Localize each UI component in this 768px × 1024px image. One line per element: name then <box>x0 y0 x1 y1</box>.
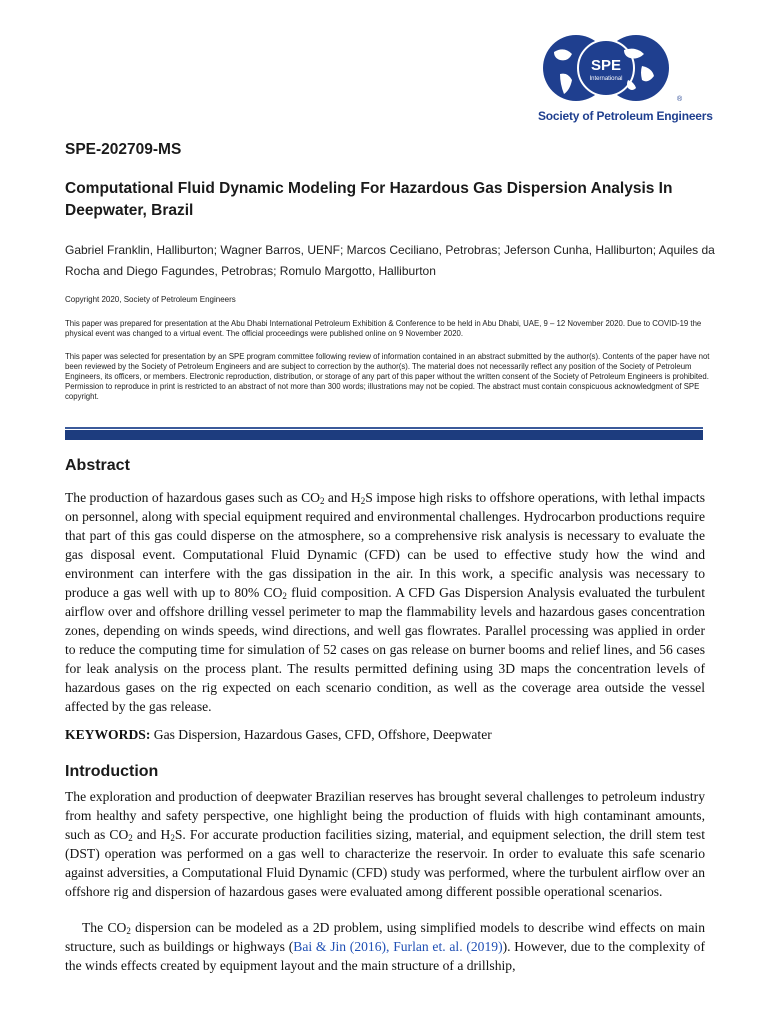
divider-thin <box>65 427 703 429</box>
logo-mark-spe: SPE <box>590 57 622 74</box>
selection-notice: This paper was selected for presentation by an SPE program committee following review of information contained in an abstract submitted by the author(s). Contents of the paper have not been reviewed by the Society of Petroleum Engineers and are subject to correction by the author(s). The material does not necessarily reflect any position of the Society of Petroleum Engineers, its officers, or members. Electronic reproduction, distribution, or storage of any part of this paper without the written consent of the Society of Petroleum Engineers is prohibited. Permission to reproduce in print is restricted to an abstract of not more than 300 words; illustrations may not be copied. The abstract must contain conspicuous acknowledgment of SPE copyright. <box>65 352 710 401</box>
presentation-notice: This paper was prepared for presentation at the Abu Dhabi International Petroleum Exhibition & Conference to be held in Abu Dhabi, UAE, 9 – 12 November 2020. Due to COVID-19 the physical event was changed to a virtual event. The official proceedings were published online on 9 November 2020. <box>65 319 702 338</box>
keywords-text: Gas Dispersion, Hazardous Gases, CFD, Offshore, Deepwater <box>150 727 492 742</box>
introduction-paragraph-2: The $CO_2$ dispersion can be modeled as a 2D problem, using simplified models to describe wind effects on main structure, such as buildings or highways (Bai & Jin (2016), Furlan et. al. (2019)). However, due to the complexity of the winds effects created by equipment layout and the main structure of a drillship, <box>65 920 705 973</box>
introduction-paragraph-1: The exploration and production of deepwater Brazilian reserves has brought several challenges to petroleum industry from healthy and safety perspective, one highlight being the production of fluids with high contaminant amounts, such as $CO_2$ and $H_2S$. For accurate production facilities sizing, material, and equipment selection, the drill stem test (DST) operation was performed on a gas well to characterize the reservoir. In order to evaluate this safe scenario against adversities, a Computational Fluid Dynamic (CFD) study was performed, where the turbulent airflow over an offshore rig and dispersion of hazardous gases were evaluated among different possible operational scenarios. <box>65 789 705 899</box>
citation-link[interactable]: Bai & Jin (2016), Furlan et. al. (2019) <box>293 939 503 954</box>
keywords-label: KEYWORDS: <box>65 727 151 742</box>
abstract-text: The production of hazardous gases such as $CO_2$ and $H_2S$ impose high risks to offshore operations, with lethal impacts on personnel, along with special equipment required and environmental challenges. Hydrocarbon productions require that part of this gas could disperse on the atmosphere, so a comprehensive risk analysis is necessary to evaluate the gas disposal event. Computational Fluid Dynamic (CFD) can be used to effective study how the wind and environment can interfere with the gas dissipation in the air. In this work, a specific analysis was necessary to produce a gas well with up to 80% $CO_2$ fluid composition. A CFD Gas Dispersion Analysis evaluated the turbulent airflow over and offshore drilling vessel perimeter to map the flammability levels and hazardous gases concentration zones, depending on winds speeds, wind directions, and well gas flowrates. Parallel processing was applied in order to reduce the computing time for simulation of 52 cases on gas release on burner booms and relief lines, and 56 cases for leak analysis on the process plant. The results permitted defining using 3D maps the concentration levels of hazardous gases on the rig expected on each scenario condition, as well as the coverage area outside the vessel affected by the gas release. <box>65 490 705 714</box>
paper-id: SPE-202709-MS <box>65 141 182 158</box>
keywords-line <box>65 725 705 744</box>
logo-text: Society of Petroleum Engineers <box>538 109 713 123</box>
abstract-heading: Abstract <box>65 457 130 474</box>
registered-mark: ® <box>677 96 683 103</box>
divider-thick <box>65 430 703 440</box>
paper-title: Computational Fluid Dynamic Modeling For Hazardous Gas Dispersion Analysis In Deepwater, Brazil <box>65 180 673 219</box>
introduction-heading: Introduction <box>65 763 159 780</box>
copyright-line: Copyright 2020, Society of Petroleum Engineers <box>65 295 236 304</box>
author-list: Gabriel Franklin, Halliburton; Wagner Barros, UENF; Marcos Ceciliano, Petrobras; Jeferson Cunha, Halliburton; Aquiles da Rocha and Diego Fagundes, Petrobras; Romulo Margotto, Halliburton <box>65 243 715 278</box>
logo-mark-international: International <box>589 76 623 82</box>
